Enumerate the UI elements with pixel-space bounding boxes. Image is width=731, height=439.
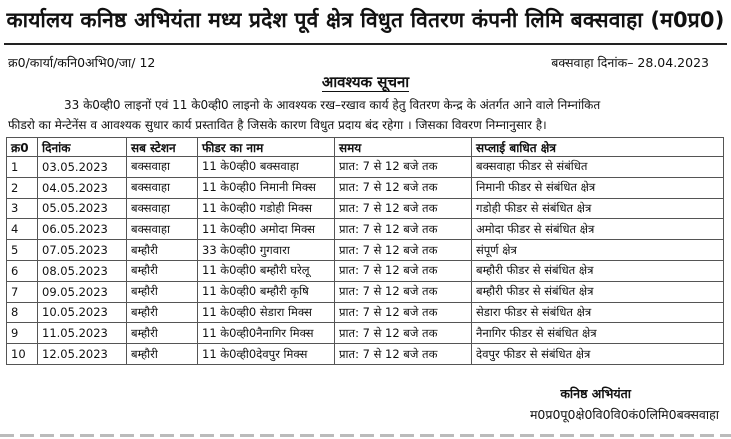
bottom-divider xyxy=(0,434,731,437)
title-underline xyxy=(4,43,727,45)
notice-heading-text: आवश्यक सूचना xyxy=(321,73,410,91)
signatory-designation: कनिष्ठ अभियंता xyxy=(560,386,631,401)
cell-affected-area: बक्सवाहा फीडर से संबंधित xyxy=(472,157,724,178)
table-row xyxy=(7,281,724,302)
cell-serial: 3 xyxy=(7,198,38,219)
cell-time: प्रात: 7 से 12 बजे तक xyxy=(335,323,472,344)
cell-time: प्रात: 7 से 12 बजे तक xyxy=(335,260,472,281)
cell-time: प्रात: 7 से 12 बजे तक xyxy=(335,219,472,240)
cell-feeder: 11 के0व्ही0 गडोही मिक्स xyxy=(198,198,335,219)
cell-affected-area: अमोदा फीडर से संबंधित क्षेत्र xyxy=(472,219,724,240)
cell-affected-area: बम्हौरी फीडर से संबंधित क्षेत्र xyxy=(472,281,724,302)
cell-feeder: 11 के0व्ही0 अमोदा मिक्स xyxy=(198,219,335,240)
header-affected-area: सप्लाई बाधित क्षेत्र xyxy=(472,138,724,157)
cell-date: 04.05.2023 xyxy=(38,177,127,198)
notice-paragraph xyxy=(8,95,720,135)
cell-feeder: 11 के0व्ही0 बम्हौरी घरेलू xyxy=(198,260,335,281)
cell-time: प्रात: 7 से 12 बजे तक xyxy=(335,198,472,219)
cell-substation: बक्सवाहा xyxy=(127,219,198,240)
cell-serial: 1 xyxy=(7,157,38,178)
cell-affected-area: संपूर्ण क्षेत्र xyxy=(472,240,724,261)
cell-substation: बक्सवाहा xyxy=(127,157,198,178)
cell-substation: बम्हौरी xyxy=(127,323,198,344)
cell-substation: बम्हौरी xyxy=(127,281,198,302)
shutdown-schedule-table xyxy=(6,137,724,365)
signatory-office: म0प्र0पू0क्षे0वि0वि0कं0लिमि0बक्सवाहा xyxy=(529,407,719,422)
cell-time: प्रात: 7 से 12 बजे तक xyxy=(335,240,472,261)
cell-time: प्रात: 7 से 12 बजे तक xyxy=(335,157,472,178)
cell-date: 11.05.2023 xyxy=(38,323,127,344)
cell-serial: 6 xyxy=(7,260,38,281)
cell-date: 10.05.2023 xyxy=(38,302,127,323)
cell-serial: 10 xyxy=(7,344,38,365)
cell-feeder: 33 के0व्ही0 गुगवारा xyxy=(198,240,335,261)
table-row xyxy=(7,219,724,240)
cell-feeder: 11 के0व्ही0 बक्सवाहा xyxy=(198,157,335,178)
cell-affected-area: गडोही फीडर से संबंधित क्षेत्र xyxy=(472,198,724,219)
cell-serial: 4 xyxy=(7,219,38,240)
cell-affected-area: नैनागिर फीडर से संबंधित क्षेत्र xyxy=(472,323,724,344)
notice-heading xyxy=(0,72,731,92)
cell-affected-area: देवपुर फीडर से संबंधित क्षेत्र xyxy=(472,344,724,365)
table-row xyxy=(7,157,724,178)
cell-date: 08.05.2023 xyxy=(38,260,127,281)
cell-date: 05.05.2023 xyxy=(38,198,127,219)
table-header-row xyxy=(7,138,724,157)
header-substation: सब स्टेशन xyxy=(127,138,198,157)
cell-substation: बम्हौरी xyxy=(127,240,198,261)
cell-date: 09.05.2023 xyxy=(38,281,127,302)
table-row xyxy=(7,323,724,344)
cell-time: प्रात: 7 से 12 बजे तक xyxy=(335,302,472,323)
document-title: कार्यालय कनिष्ठ अभियंता मध्य प्रदेश पूर्व क्षेत्र विधुत वितरण कंपनी लिमि बक्सवाहा (म0प्र0) xyxy=(6,8,725,32)
cell-substation: बम्हौरी xyxy=(127,260,198,281)
table-row xyxy=(7,198,724,219)
cell-serial: 7 xyxy=(7,281,38,302)
cell-affected-area: बम्हौरी फीडर से संबंधित क्षेत्र xyxy=(472,260,724,281)
cell-feeder: 11 के0व्ही0 बम्हौरी कृषि xyxy=(198,281,335,302)
cell-feeder: 11 के0व्ही0 सेडारा मिक्स xyxy=(198,302,335,323)
reference-number: क्र0/कार्या/कनि0अभि0/जा/ 12 xyxy=(8,55,156,70)
table-row xyxy=(7,260,724,281)
cell-date: 03.05.2023 xyxy=(38,157,127,178)
cell-serial: 8 xyxy=(7,302,38,323)
cell-substation: बम्हौरी xyxy=(127,302,198,323)
cell-substation: बक्सवाहा xyxy=(127,198,198,219)
cell-feeder: 11 के0व्ही0 निमानी मिक्स xyxy=(198,177,335,198)
notice-date: बक्सवाहा दिनांक– 28.04.2023 xyxy=(551,55,709,70)
cell-date: 07.05.2023 xyxy=(38,240,127,261)
header-time: समय xyxy=(335,138,472,157)
header-serial: क्र0 xyxy=(7,138,38,157)
cell-time: प्रात: 7 से 12 बजे तक xyxy=(335,281,472,302)
cell-time: प्रात: 7 से 12 बजे तक xyxy=(335,177,472,198)
cell-substation: बम्हौरी xyxy=(127,344,198,365)
header-date: दिनांक xyxy=(38,138,127,157)
table-row xyxy=(7,177,724,198)
paragraph-line-1: 33 के0व्ही0 लाइनों एवं 11 के0व्ही0 लाइनो के आवश्यक रख–रखाव कार्य हेतु वितरण केन्द्र के अंतर्गत आने वाले निम्नांकित xyxy=(64,98,601,112)
table-row xyxy=(7,344,724,365)
cell-substation: बक्सवाहा xyxy=(127,177,198,198)
cell-feeder: 11 के0व्ही0नैनागिर मिक्स xyxy=(198,323,335,344)
cell-serial: 2 xyxy=(7,177,38,198)
table-row xyxy=(7,240,724,261)
cell-affected-area: सेडारा फीडर से संबंधित क्षेत्र xyxy=(472,302,724,323)
cell-serial: 9 xyxy=(7,323,38,344)
cell-date: 06.05.2023 xyxy=(38,219,127,240)
cell-date: 12.05.2023 xyxy=(38,344,127,365)
cell-time: प्रात: 7 से 12 बजे तक xyxy=(335,344,472,365)
cell-affected-area: निमानी फीडर से संबंधित क्षेत्र xyxy=(472,177,724,198)
table-row xyxy=(7,302,724,323)
paragraph-line-2: फीडरो का मेन्टेनेंस व आवश्यक सुधार कार्य प्रस्तावित है जिसके कारण विधुत प्रदाय बंद रहेगा । जिसका विवरण निम्नानुसार है। xyxy=(8,118,547,132)
header-feeder: फीडर का नाम xyxy=(198,138,335,157)
cell-serial: 5 xyxy=(7,240,38,261)
cell-feeder: 11 के0व्ही0देवपुर मिक्स xyxy=(198,344,335,365)
